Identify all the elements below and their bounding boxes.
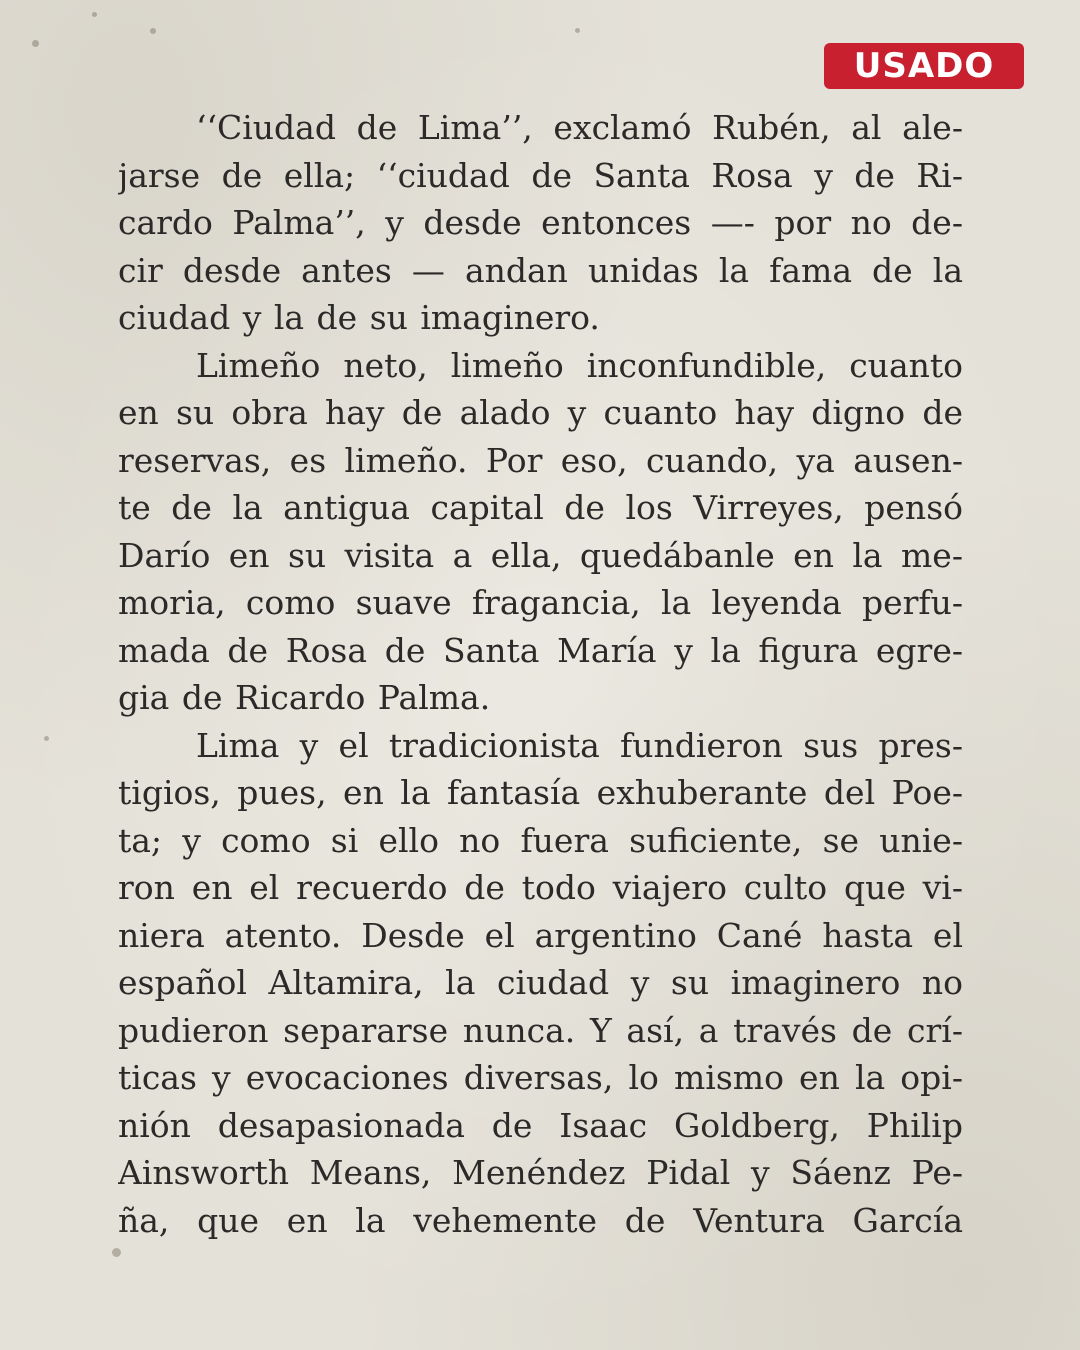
text-line: español Altamira, la ciudad y su imaginero no <box>118 963 963 1002</box>
text-line: gia de Ricardo Palma. <box>118 678 491 717</box>
text-line: ticas y evocaciones diversas, lo mismo en la opi- <box>118 1058 963 1097</box>
text-line: niera atento. Desde el argentino Cané hasta el <box>118 915 963 955</box>
text-line: Ainsworth Means, Menéndez Pidal y Sáenz Pe- <box>118 1153 963 1192</box>
text-line: ron en el recuerdo de todo viajero culto que vi- <box>118 868 963 907</box>
text-line: te de la antigua capital de los Virreyes, pensó <box>118 488 963 527</box>
text-line: Lima y el tradicionista fundieron sus pres- <box>196 725 963 765</box>
text-line: ña, que en la vehemente de Ventura García <box>118 1200 963 1240</box>
used-badge: USADO <box>824 43 1024 89</box>
paragraph-2 <box>118 342 963 722</box>
text-line: reservas, es limeño. Por eso, cuando, ya ausen- <box>118 440 963 480</box>
book-page-text <box>118 104 963 1244</box>
text-line: pudieron separarse nunca. Y así, a través de crí- <box>118 1010 963 1050</box>
text-line: ta; y como si ello no fuera suficiente, se unie- <box>118 820 963 860</box>
text-line: tigios, pues, en la fantasía exhuberante del Poe- <box>118 773 963 812</box>
text-line: Limeño neto, limeño inconfundible, cuanto <box>196 345 963 385</box>
paper-speck <box>575 28 580 33</box>
paper-speck <box>32 40 39 47</box>
paper-speck <box>92 12 97 17</box>
text-line: cir desde antes — andan unidas la fama de la <box>118 250 963 290</box>
text-line: cardo Palma’’, y desde entonces —- por no de- <box>118 203 963 242</box>
text-line: moria, como suave fragancia, la leyenda perfu- <box>118 583 963 622</box>
paper-speck <box>150 28 156 34</box>
paper-speck <box>112 1248 121 1257</box>
text-line: Darío en su visita a ella, quedábanle en la me- <box>118 535 963 575</box>
text-line: ‘‘Ciudad de Lima’’, exclamó Rubén, al ale- <box>196 108 963 147</box>
paragraph-1 <box>118 104 963 342</box>
text-line: mada de Rosa de Santa María y la figura egre- <box>118 630 963 670</box>
text-line: ciudad y la de su imaginero. <box>118 298 600 337</box>
text-line: en su obra hay de alado y cuanto hay digno de <box>118 393 963 432</box>
paragraph-3 <box>118 722 963 1245</box>
paper-speck <box>44 736 49 741</box>
text-line: nión desapasionada de Isaac Goldberg, Philip <box>118 1105 963 1145</box>
text-line: jarse de ella; ‘‘ciudad de Santa Rosa y de Ri- <box>118 155 963 195</box>
